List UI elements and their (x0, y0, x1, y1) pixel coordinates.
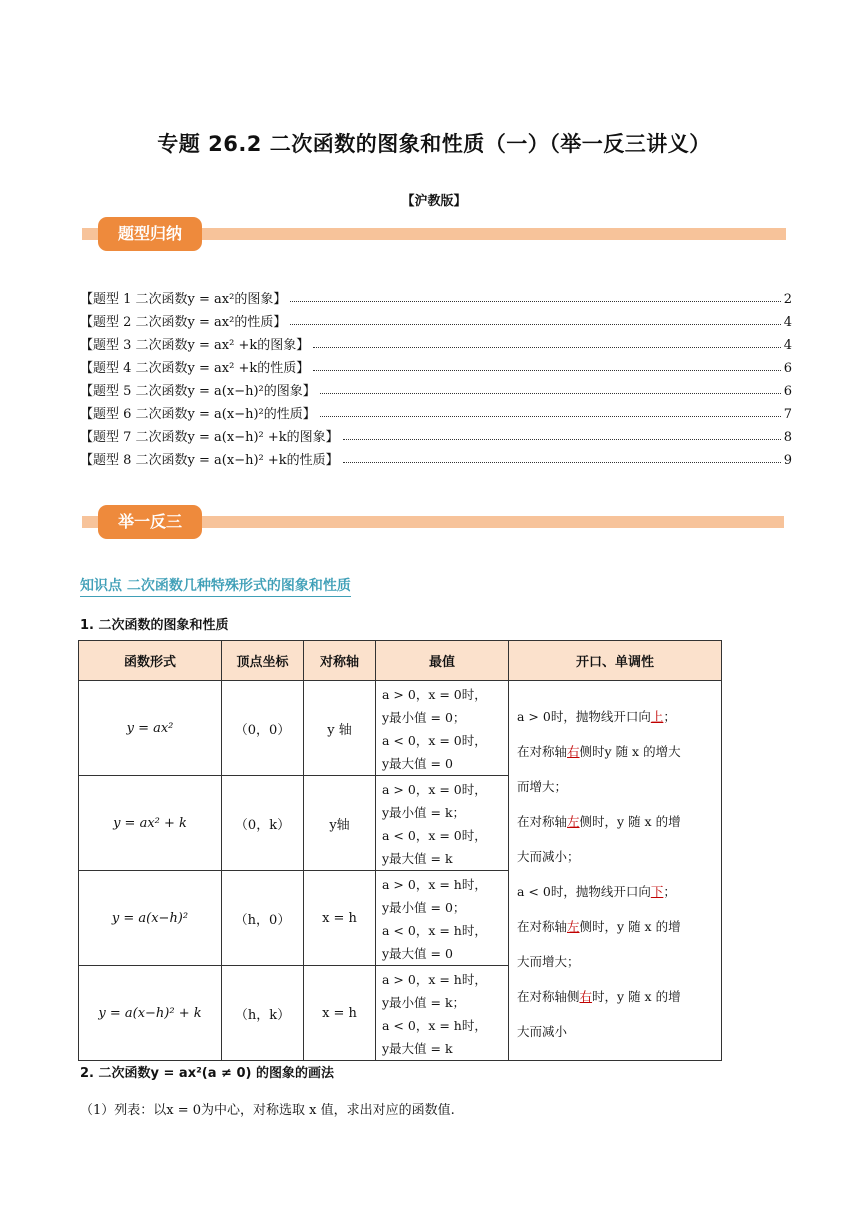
cell-extreme: a > 0，x = 0时， y最小值 = k； a < 0，x = 0时， y最大值 = k (376, 776, 509, 871)
cell-monotonicity: a > 0时，抛物线开口向上； 在对称轴右侧时y 随 x 的增大 而增大； 在对称轴左侧时，y 随 x 的增 大而减小； a < 0时，抛物线开口向下； 在对称轴左侧时，y 随 x 的增 大而增大； 在对称轴侧右时，y 随 x 的增 大而减小 (509, 681, 722, 1061)
cell-form: y = ax² + k (79, 776, 222, 871)
toc-item[interactable]: 【题型 6 二次函数y = a(x−h)²的性质】 7 (80, 407, 792, 422)
edition-label: 【沪教版】 (401, 194, 467, 209)
cell-extreme: a > 0，x = h时， y最小值 = k； a < 0，x = h时， y最大值 = k (376, 966, 509, 1061)
toc-item[interactable]: 【题型 1 二次函数y = ax²的图象】 2 (80, 292, 792, 307)
toc-item[interactable]: 【题型 8 二次函数y = a(x−h)² +k的性质】 9 (80, 453, 792, 468)
section-tag-examples: 举一反三 (98, 505, 202, 539)
properties-table (78, 640, 722, 1061)
header-form: 函数形式 (79, 641, 222, 681)
cell-vertex: （0，k） (222, 776, 304, 871)
cell-extreme: a > 0，x = 0时， y最小值 = 0； a < 0，x = 0时， y最大值 = 0 (376, 681, 509, 776)
cell-form: y = a(x−h)² (79, 871, 222, 966)
cell-extreme: a > 0，x = h时， y最小值 = 0； a < 0，x = h时， y最大值 = 0 (376, 871, 509, 966)
step-tabulate: （1）列表：以x = 0为中心，对称选取 x 值，求出对应的函数值. (80, 1103, 455, 1118)
toc-item[interactable]: 【题型 4 二次函数y = ax² +k的性质】 6 (80, 361, 792, 376)
cell-axis: x = h (304, 966, 376, 1061)
cell-form: y = a(x−h)² + k (79, 966, 222, 1061)
cell-axis: y轴 (304, 776, 376, 871)
table-row (79, 681, 722, 776)
heading-graph-properties: 1. 二次函数的图象和性质 (80, 618, 229, 633)
header-axis: 对称轴 (304, 641, 376, 681)
header-vertex: 顶点坐标 (222, 641, 304, 681)
section-tag-types: 题型归纳 (98, 217, 202, 251)
cell-vertex: （h，k） (222, 966, 304, 1061)
toc-item[interactable]: 【题型 3 二次函数y = ax² +k的图象】 4 (80, 338, 792, 353)
heading-drawing-method: 2. 二次函数y = ax²(a ≠ 0) 的图象的画法 (80, 1066, 334, 1081)
toc-item[interactable]: 【题型 2 二次函数y = ax²的性质】 4 (80, 315, 792, 330)
cell-vertex: （h，0） (222, 871, 304, 966)
cell-form: y = ax² (79, 681, 222, 776)
cell-axis: y 轴 (304, 681, 376, 776)
page-title: 专题 26.2 二次函数的图象和性质（一）（举一反三讲义） (157, 132, 711, 156)
cell-vertex: （0，0） (222, 681, 304, 776)
cell-axis: x = h (304, 871, 376, 966)
table-of-contents (80, 284, 792, 468)
knowledge-point-heading: 知识点 二次函数几种特殊形式的图象和性质 (80, 575, 351, 597)
header-monotonicity: 开口、单调性 (509, 641, 722, 681)
toc-item[interactable]: 【题型 5 二次函数y = a(x−h)²的图象】 6 (80, 384, 792, 399)
toc-item[interactable]: 【题型 7 二次函数y = a(x−h)² +k的图象】 8 (80, 430, 792, 445)
header-extreme: 最值 (376, 641, 509, 681)
